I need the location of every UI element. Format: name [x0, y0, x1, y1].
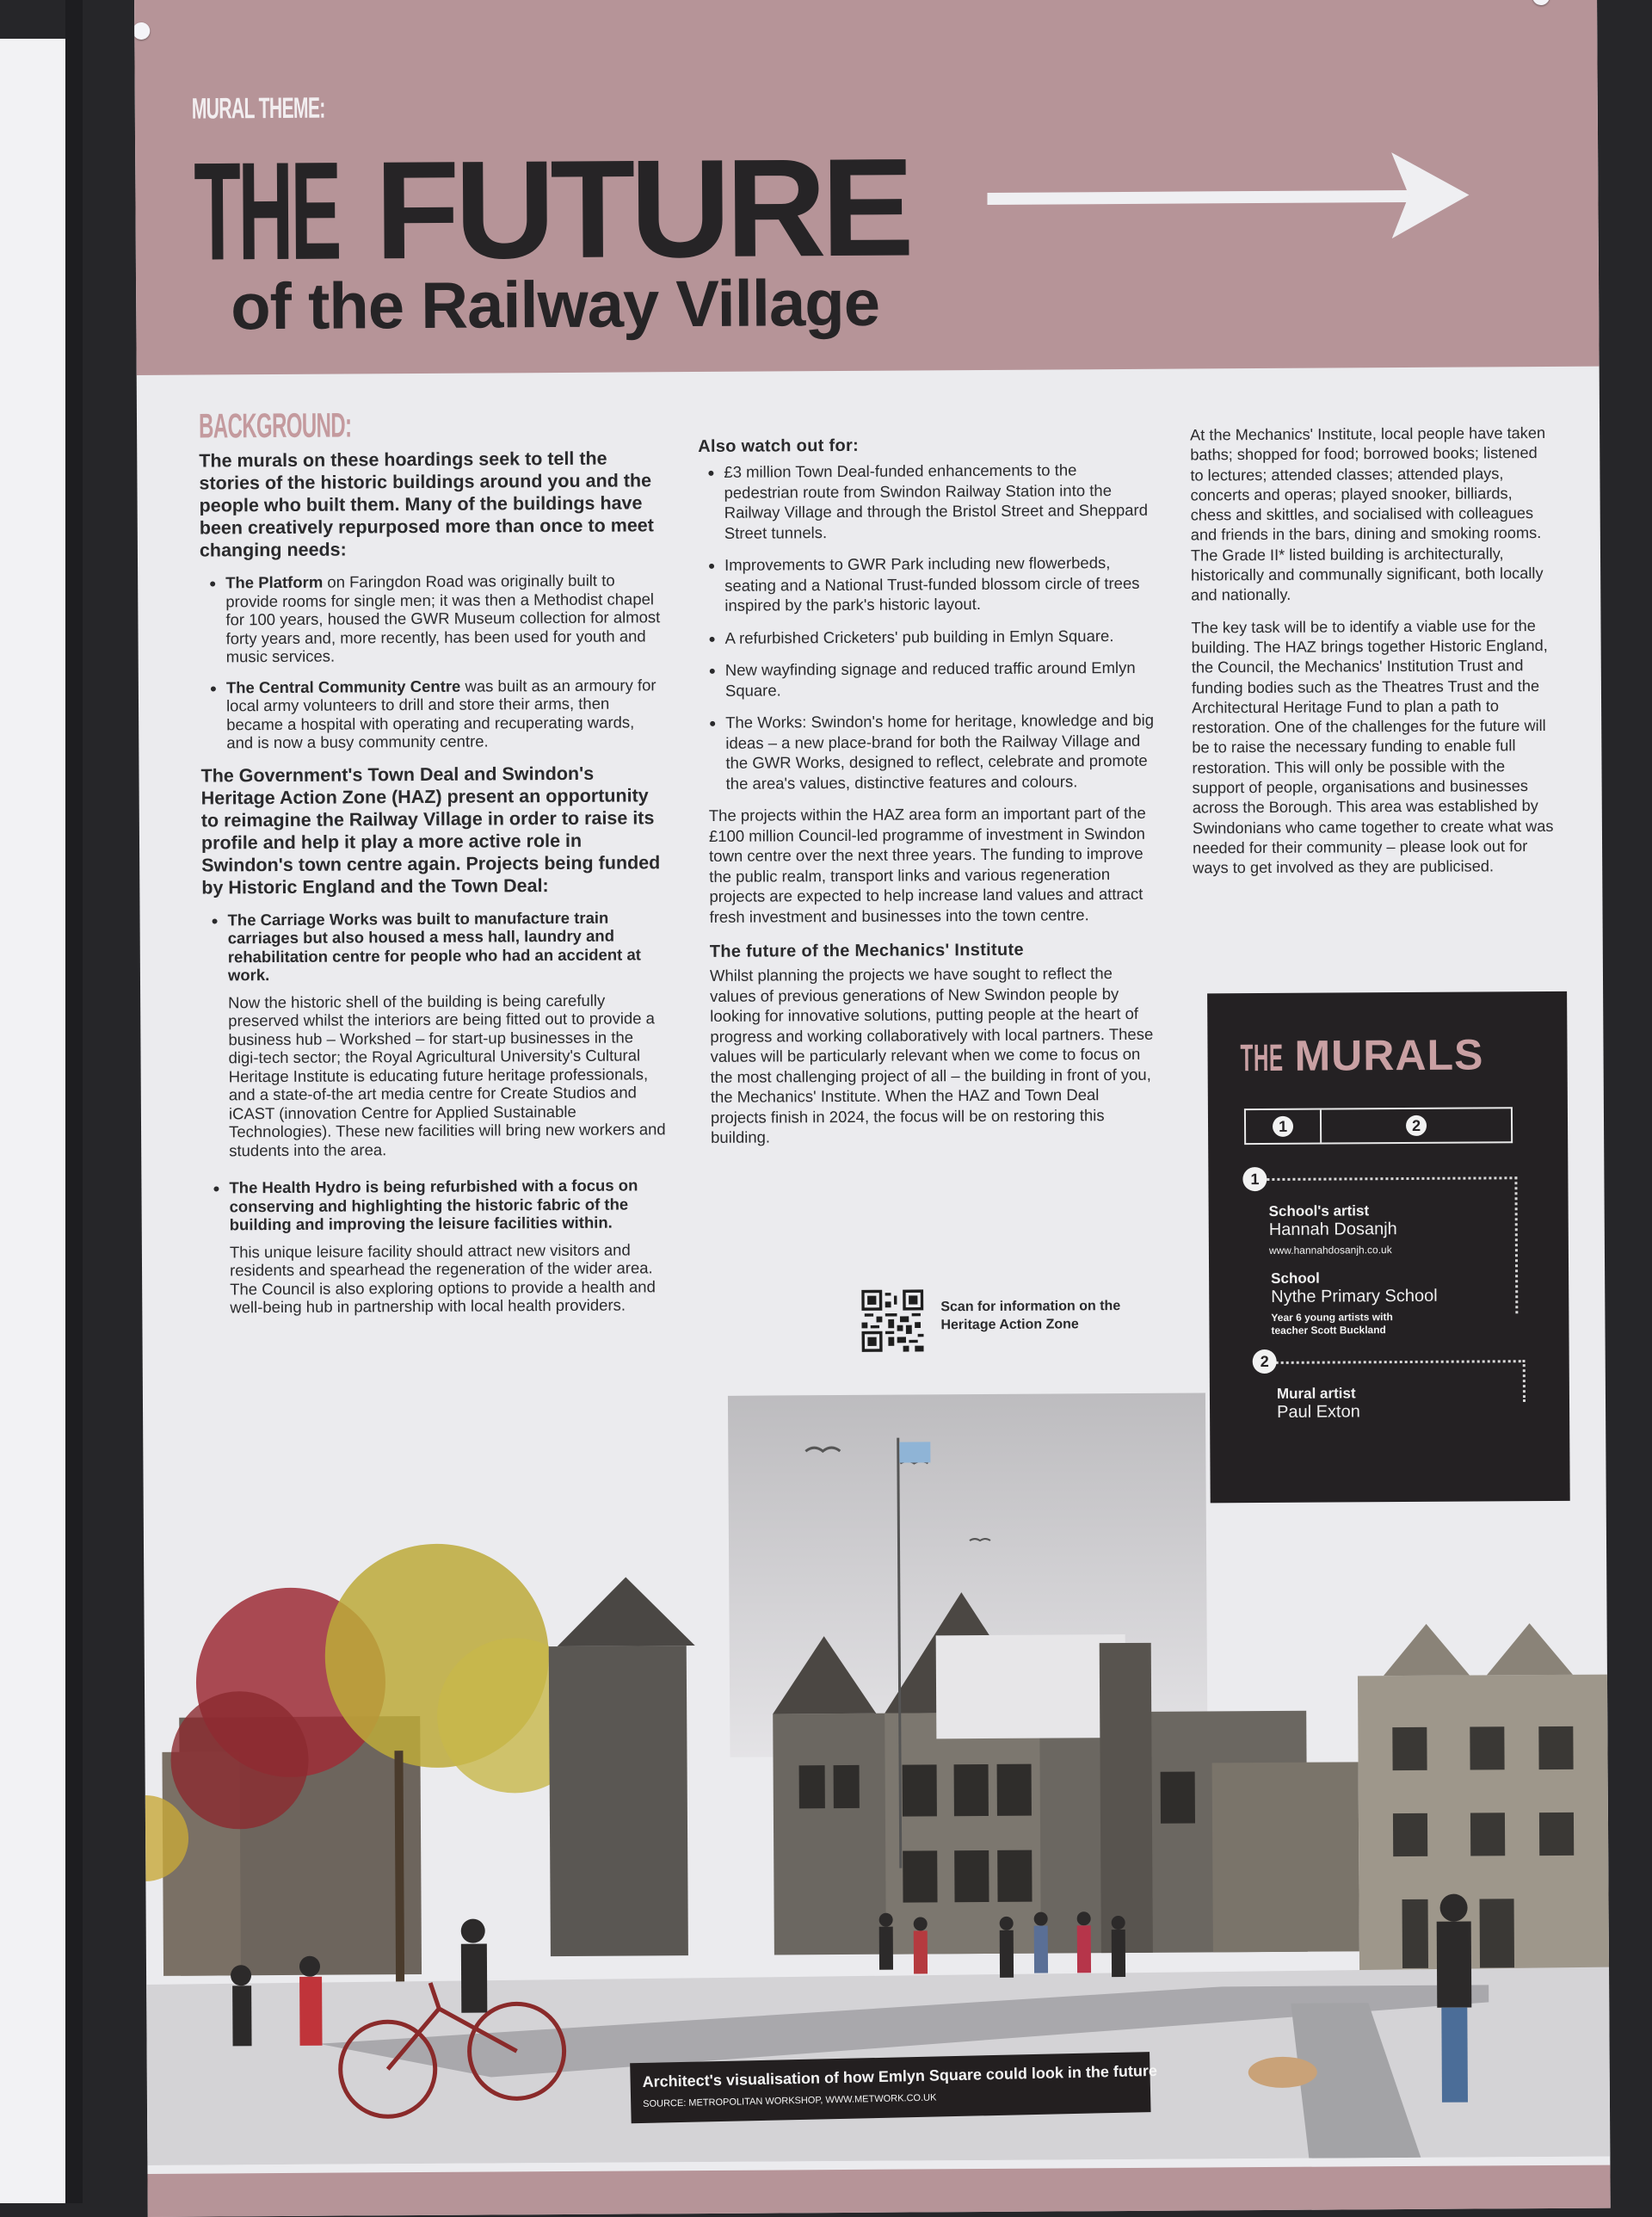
mural-position-2 — [1322, 1108, 1511, 1142]
page-title — [193, 129, 910, 290]
mechanics-column — [1190, 423, 1554, 891]
school-label: School — [1271, 1269, 1320, 1287]
mechanics-paragraph: Whilst planning the projects we have sought to reflect the values of previous generations of New Swindon people by looking for innovative solutions, putting people at the heart of progress and working collaboratively with local partners. These values will be particularly relevant when we come to focus on the most challenging project of all – the building in front of you, the Mechanics' Institute. When the HAZ and Town Deal projects finish in 2024, the focus will be on restoring this building. — [709, 964, 1154, 1146]
background-intro: The murals on these hoardings seek to tell the stories of the historic buildings around you and the people who built them. Many of the buildings have been creatively repurposed more than once to meet changing needs: — [199, 448, 654, 561]
caption-title: Architect's visualisation of how Emlyn Square could look in the future — [642, 2061, 1158, 2090]
qr-caption-text: Scan for information on the Heritage Action Zone — [940, 1299, 1121, 1333]
list-item — [229, 1176, 669, 1317]
list-item: • Improvements to GWR Park including new flowerbeds, seating and a National Trust-funded blossom circle of trees inspired by the park's historic layout. — [724, 553, 1155, 616]
item-lead: The Carriage Works was built to manufacture train carriages but also housed a mess hall, laundry and rehabilitation centre for people who had an accident at work. — [227, 908, 641, 985]
poster-header — [134, 0, 1600, 375]
list-item — [227, 908, 668, 1160]
artist-label: School's artist — [1268, 1202, 1370, 1220]
watch-out-column — [698, 435, 1158, 1164]
mechanics-history-paragraph: At the Mechanics' Institute, local people have taken baths; shopped for food; borrowed books; listened to lectures; attended classes; attended plays, concerts and operas; played snooker, billiards, chess and skittles, and socialised with colleagues and friends in the bars, dining and smoking rooms. The Grade II* listed building is architecturally, historically and communally significant, both locally and nationally. — [1190, 423, 1546, 604]
mural-theme-label: MURAL THEME: — [191, 91, 325, 126]
town-deal-intro: The Government's Town Deal and Swindon's Heritage Action Zone (HAZ) present an opportunity to reimagine the Railway Village in order to raise its profile and help it play a more active role in Swindon's town centre again. Projects being funded by Historic England and the Town Deal: — [200, 763, 661, 899]
list-item: • A refurbished Cricketers' pub building in Emlyn Square. — [724, 625, 1155, 648]
school-note: Year 6 young artists with teacher Scott Buckland — [1271, 1311, 1393, 1337]
school-name: Nythe Primary School — [1271, 1286, 1438, 1306]
item-lead: The Health Hydro is being refurbished with a focus on conserving and highlighting the historic fabric of the building and improving the leisure facilities within. — [229, 1176, 638, 1234]
image-caption — [630, 2052, 1158, 2123]
pin-icon — [1532, 0, 1550, 5]
watch-out-list — [698, 460, 1156, 794]
background-heading: BACKGROUND: — [198, 406, 352, 446]
list-item: • £3 million Town Deal-funded enhancements to the pedestrian route from Swindon Railway Station into the Railway Village and through the Bristol Street and Sheppard Street tunnels. — [724, 460, 1155, 543]
number-badge: 1 — [1273, 1116, 1293, 1137]
murals-title — [1240, 1029, 1483, 1081]
haz-paragraph: The projects within the HAZ area form an important part of the £100 million Council-led programme of investment in Swindon town centre over the next three years. The funding to improve the public realm, transport links and various regeneration projects are expected to help increase land values and attract fresh investment and businesses into the town centre. — [708, 803, 1146, 926]
item-lead: The Platform — [225, 572, 324, 592]
number-badge: 2 — [1406, 1115, 1427, 1136]
number-badge: 2 — [1253, 1349, 1277, 1374]
artist-url: www.hannahdosanjh.co.uk — [1268, 1244, 1392, 1257]
title-the: THE — [193, 133, 340, 290]
caption-source: SOURCE: METROPOLITAN WORKSHOP, WWW.METWORK.CO.UK — [643, 2092, 937, 2109]
mural-position-1 — [1246, 1110, 1322, 1144]
item-lead: The Central Community Centre — [225, 676, 461, 696]
background-column — [199, 404, 669, 1329]
murals-title-the: THE — [1240, 1036, 1284, 1080]
artist-name: Paul Exton — [1277, 1402, 1360, 1422]
mechanics-task-paragraph: The key task will be to identify a viable use for the building. The HAZ brings together Historic England, the Council, the Mechanics' Institution Trust and funding bodies such as the Theatres Trust and the Architectural Heritage Fund to plan a path to restoration. One of the challenges for the future will be to raise the necessary funding to enable full restoration. This will only be possible with the support of people, organisations and businesses across the Borough. This area was established by Swindonians who came together to create what was needed for their community – please look out for ways to get involved as they are publicised. — [1191, 616, 1554, 877]
architect-visualisation-image — [143, 1382, 1610, 2165]
project-list — [201, 908, 669, 1317]
murals-title-main: MURALS — [1294, 1030, 1484, 1080]
frame-edge — [65, 0, 83, 2203]
qr-code-icon[interactable] — [861, 1288, 923, 1352]
artist-label: Mural artist — [1276, 1385, 1356, 1402]
pin-icon — [134, 22, 150, 40]
item-text: Now the historic shell of the building is being carefully preserved whilst the interiors are being fitted out to provide a business hub – Workshed – for start-up businesses in the digi-tech sector; the Royal Agricultural University's Cultural Heritage Institute is educating future heritage professionals, and a state-of-the art media centre for Create Studios and iCAST (innovation Centre for Applied Sustainable Technologies). These new facilities will bring new workers and students into the area. — [228, 991, 666, 1159]
arrow-right-icon — [987, 152, 1470, 241]
watch-out-heading: Also watch out for: — [698, 435, 860, 457]
artist-name: Hannah Dosanjh — [1268, 1220, 1397, 1239]
mural-position-diagram — [1244, 1107, 1513, 1145]
list-item — [225, 571, 665, 666]
number-badge: 1 — [1242, 1167, 1267, 1191]
poster-footer-strip — [147, 2165, 1610, 2217]
item-text: on Faringdon Road was originally built to provide rooms for single men; it was then a Methodist chapel for 100 years, housed the GWR Museum collection for almost forty years and, more recently, has been used for youth and music services. — [225, 571, 661, 666]
poster — [134, 0, 1611, 2217]
list-item: • New wayfinding signage and reduced traffic around Emlyn Square. — [725, 658, 1156, 701]
mechanics-heading: The future of the Mechanics' Institute — [709, 940, 1024, 961]
page-subtitle: of the Railway Village — [230, 266, 880, 344]
title-future: FUTURE — [373, 129, 910, 289]
qr-caption — [940, 1297, 1121, 1334]
item-text: This unique leisure facility should attract new visitors and residents and spearhead the regeneration of the wider area. The Council is also exploring options to provide a health and well-being hub in partnership with local health providers. — [229, 1240, 656, 1317]
adjacent-panel — [0, 39, 65, 2203]
item-text: was built as an armoury for local army volunteers to drill and store their arms, then became a hospital with operating and recuperating wards, and is now a busy community centre. — [225, 675, 656, 752]
building-list — [200, 571, 665, 752]
list-item: • The Works: Swindon's home for heritage, knowledge and big ideas – a new place-brand for both the Railway Village and the GWR Works, designed to reflect, celebrate and promote the area's values, distinctive features and colours. — [725, 710, 1156, 794]
list-item — [226, 676, 666, 752]
